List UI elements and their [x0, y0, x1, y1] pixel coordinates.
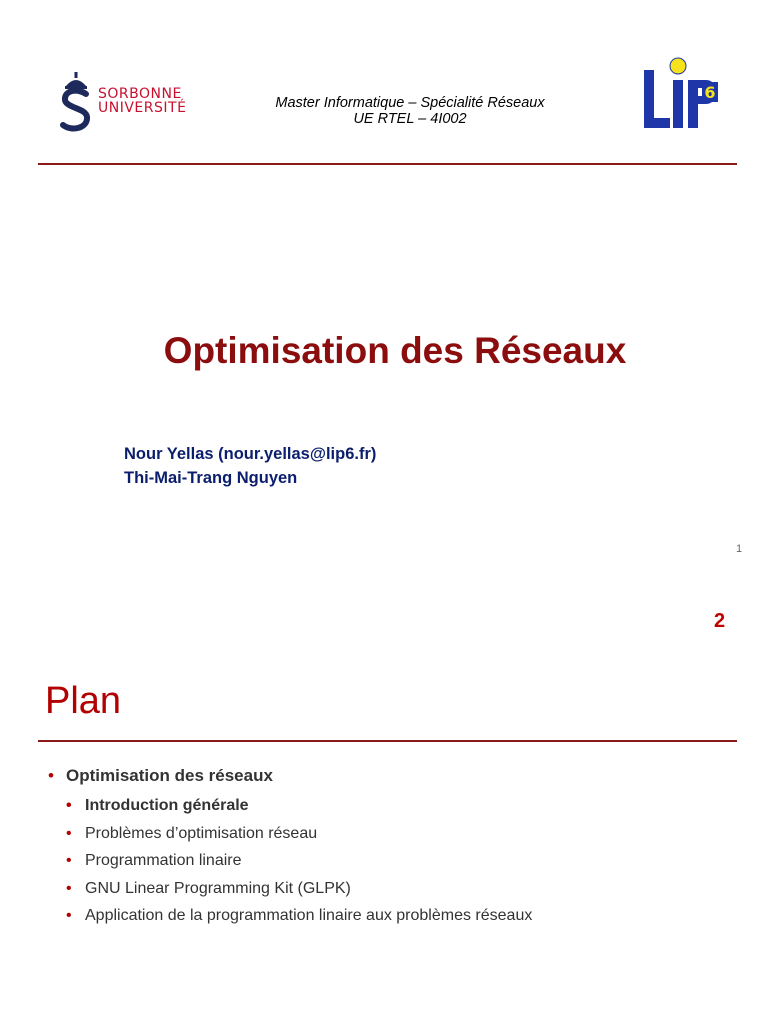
course-header-line2: UE RTEL – 4I002 — [353, 111, 467, 127]
sorbonne-line2: UNIVERSITÉ — [98, 100, 187, 116]
outline-subitem — [46, 792, 746, 820]
outline-subitem — [46, 847, 746, 875]
bullet-icon: • — [66, 824, 72, 842]
sorbonne-wordmark — [98, 87, 186, 115]
outline-subitem — [46, 820, 746, 848]
title-divider — [38, 740, 737, 742]
bullet-icon: • — [66, 852, 72, 869]
presentation-title: Optimisation des Réseaux — [163, 330, 627, 371]
author-1: Nour Yellas (nour.yellas@lip6.fr) — [124, 445, 377, 463]
outline-subitem-text: GNU Linear Programming Kit (GLPK) — [85, 879, 351, 897]
sorbonne-line1: SORBONNE — [98, 86, 182, 102]
bullet-icon: • — [66, 907, 72, 924]
outline-subitem — [46, 875, 746, 903]
header-divider — [38, 163, 737, 165]
outline-item — [46, 764, 746, 788]
outline-subitem-text: Programmation linaire — [85, 852, 242, 869]
author-2: Thi-Mai-Trang Nguyen — [124, 469, 298, 487]
slide-number: 2 — [714, 610, 726, 632]
outline-subitem-text: Application de la programmation linaire aux problèmes réseaux — [85, 907, 533, 924]
outline-subitem-text: Introduction générale — [85, 797, 249, 814]
lip6-logo-icon — [640, 56, 724, 132]
lip6-number: 6 — [704, 83, 716, 102]
lip6-logo — [640, 56, 724, 132]
bullet-icon: • — [66, 879, 72, 897]
plan-slide — [0, 580, 768, 1024]
sorbonne-mark-icon — [56, 72, 96, 134]
course-header — [210, 95, 610, 127]
outline-subitem-text: Problèmes d’optimisation réseau — [85, 824, 318, 842]
slide-number: 1 — [736, 543, 743, 555]
sorbonne-logo — [56, 72, 206, 136]
outline-subitem — [46, 902, 746, 930]
outline-list — [46, 764, 746, 930]
outline-item-text: Optimisation des réseaux — [66, 766, 273, 785]
slide-title: Plan — [45, 680, 122, 722]
bullet-icon: • — [48, 766, 54, 785]
course-header-line1: Master Informatique – Spécialité Réseaux — [275, 95, 545, 111]
bullet-icon: • — [66, 797, 72, 814]
authors — [124, 442, 376, 490]
